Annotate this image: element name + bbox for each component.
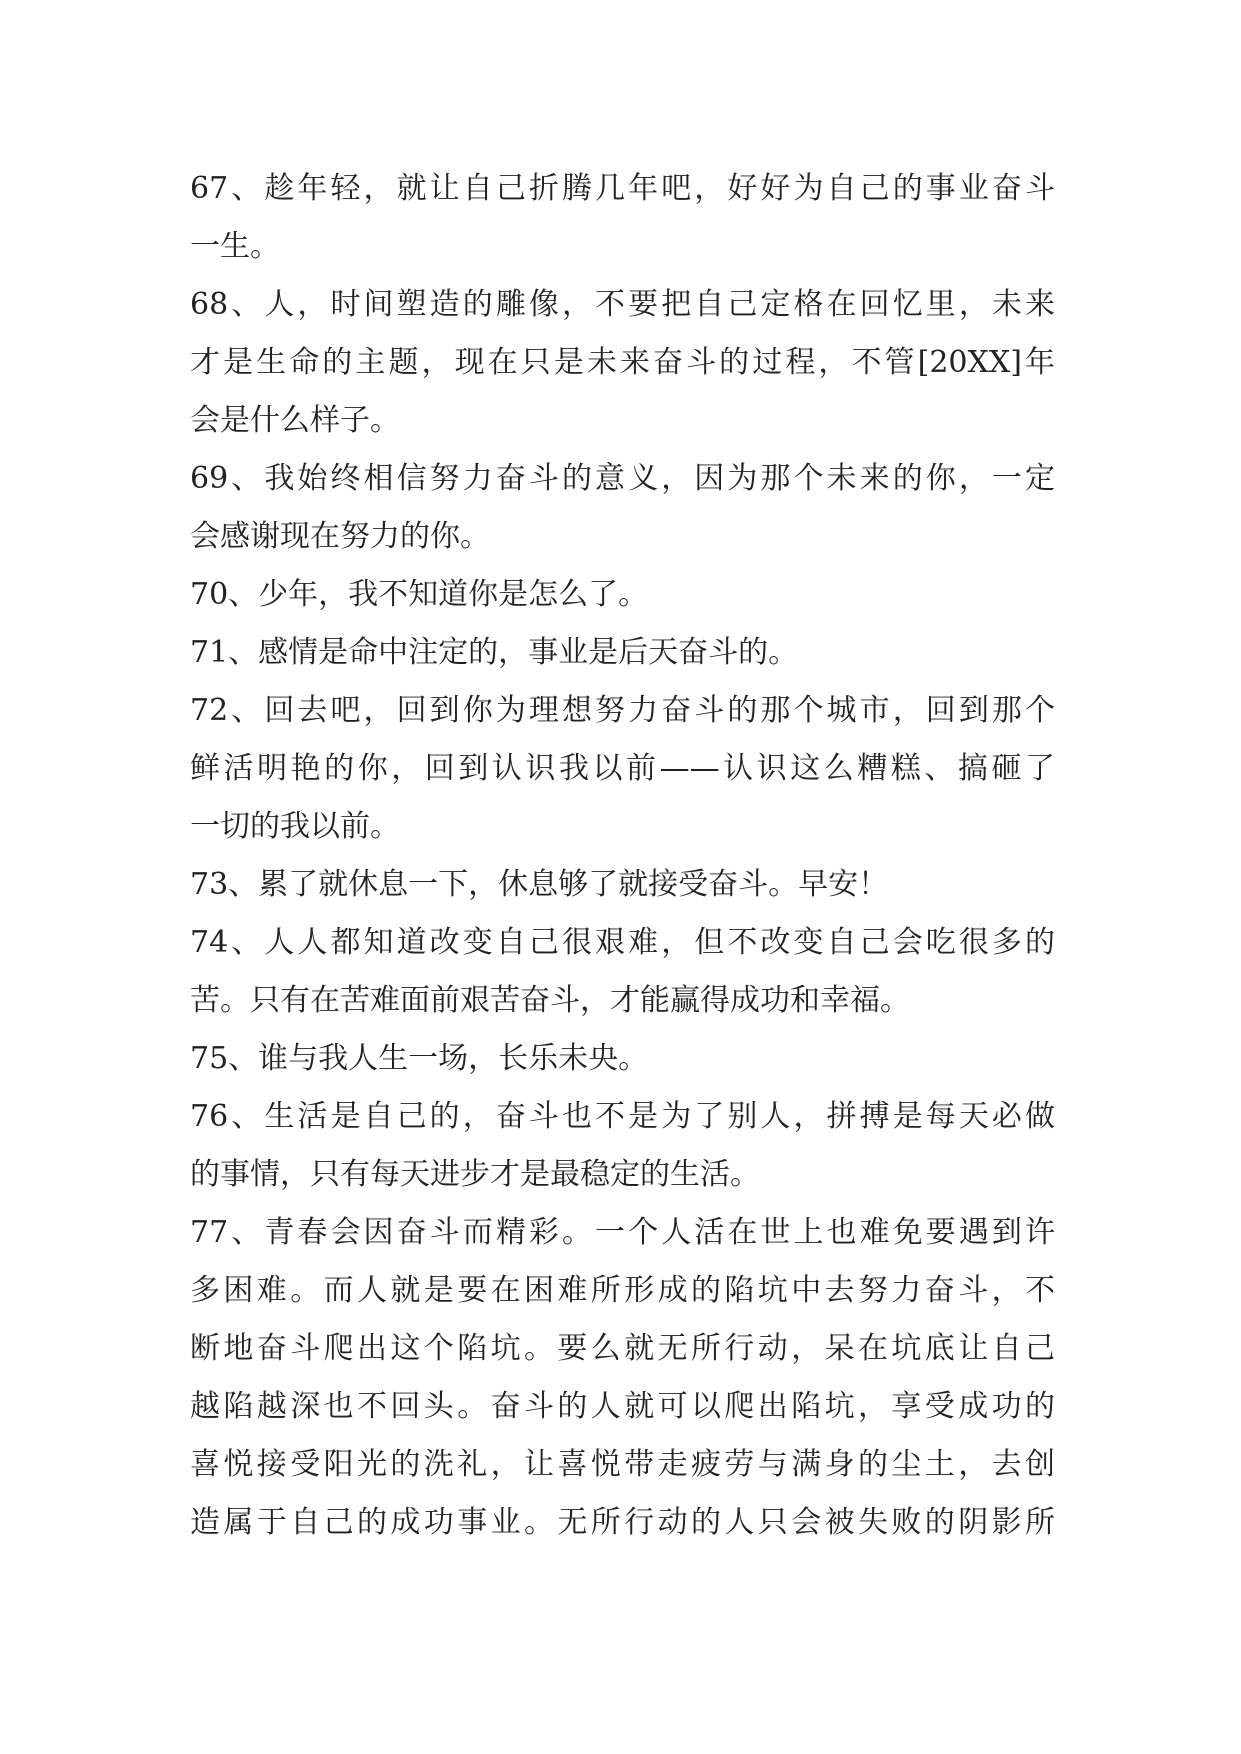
paragraph-line: 鲜活明艳的你，回到认识我以前——认识这么糟糕、搞砸了 xyxy=(190,751,1055,786)
paragraph-74 xyxy=(190,914,1055,1030)
document-body xyxy=(190,160,1055,1552)
paragraph-line: 喜悦接受阳光的洗礼，让喜悦带走疲劳与满身的尘土，去创 xyxy=(190,1447,1055,1482)
paragraph-75 xyxy=(190,1030,1055,1088)
paragraph-line: 70、少年，我不知道你是怎么了。 xyxy=(190,577,649,612)
paragraph-line: 67、趁年轻，就让自己折腾几年吧，好好为自己的事业奋斗 xyxy=(190,171,1055,206)
paragraph-line: 72、回去吧，回到你为理想努力奋斗的那个城市，回到那个 xyxy=(190,693,1055,728)
paragraph-68 xyxy=(190,276,1055,450)
paragraph-line: 74、人人都知道改变自己很艰难，但不改变自己会吃很多的 xyxy=(190,925,1055,960)
paragraph-line: 一生。 xyxy=(190,229,280,264)
paragraph-line: 多困难。而人就是要在困难所形成的陷坑中去努力奋斗，不 xyxy=(190,1273,1055,1308)
paragraph-73 xyxy=(190,856,1055,914)
paragraph-67 xyxy=(190,160,1055,276)
paragraph-line: 71、感情是命中注定的，事业是后天奋斗的。 xyxy=(190,635,799,670)
paragraph-line: 一切的我以前。 xyxy=(190,809,400,844)
paragraph-line: 才是生命的主题，现在只是未来奋斗的过程，不管[20XX]年 xyxy=(190,345,1055,380)
paragraph-line: 断地奋斗爬出这个陷坑。要么就无所行动，呆在坑底让自己 xyxy=(190,1331,1055,1366)
paragraph-line: 69、我始终相信努力奋斗的意义，因为那个未来的你，一定 xyxy=(190,461,1055,496)
paragraph-line: 苦。只有在苦难面前艰苦奋斗，才能赢得成功和幸福。 xyxy=(190,983,910,1018)
paragraph-line: 73、累了就休息一下，休息够了就接受奋斗。早安！ xyxy=(190,867,889,902)
paragraph-71 xyxy=(190,624,1055,682)
paragraph-line: 会是什么样子。 xyxy=(190,403,400,438)
paragraph-line: 77、青春会因奋斗而精彩。一个人活在世上也难免要遇到许 xyxy=(190,1215,1055,1250)
paragraph-70 xyxy=(190,566,1055,624)
paragraph-69 xyxy=(190,450,1055,566)
paragraph-line: 75、谁与我人生一场，长乐未央。 xyxy=(190,1041,649,1076)
paragraph-76 xyxy=(190,1088,1055,1204)
paragraph-line: 会感谢现在努力的你。 xyxy=(190,519,490,554)
paragraph-line: 76、生活是自己的，奋斗也不是为了别人，拼搏是每天必做 xyxy=(190,1099,1055,1134)
paragraph-line: 68、人，时间塑造的雕像，不要把自己定格在回忆里，未来 xyxy=(190,287,1055,322)
paragraph-line: 越陷越深也不回头。奋斗的人就可以爬出陷坑，享受成功的 xyxy=(190,1389,1055,1424)
paragraph-line: 的事情，只有每天进步才是最稳定的生活。 xyxy=(190,1157,760,1192)
paragraph-line: 造属于自己的成功事业。无所行动的人只会被失败的阴影所 xyxy=(190,1505,1055,1540)
paragraph-77 xyxy=(190,1204,1055,1552)
paragraph-72 xyxy=(190,682,1055,856)
